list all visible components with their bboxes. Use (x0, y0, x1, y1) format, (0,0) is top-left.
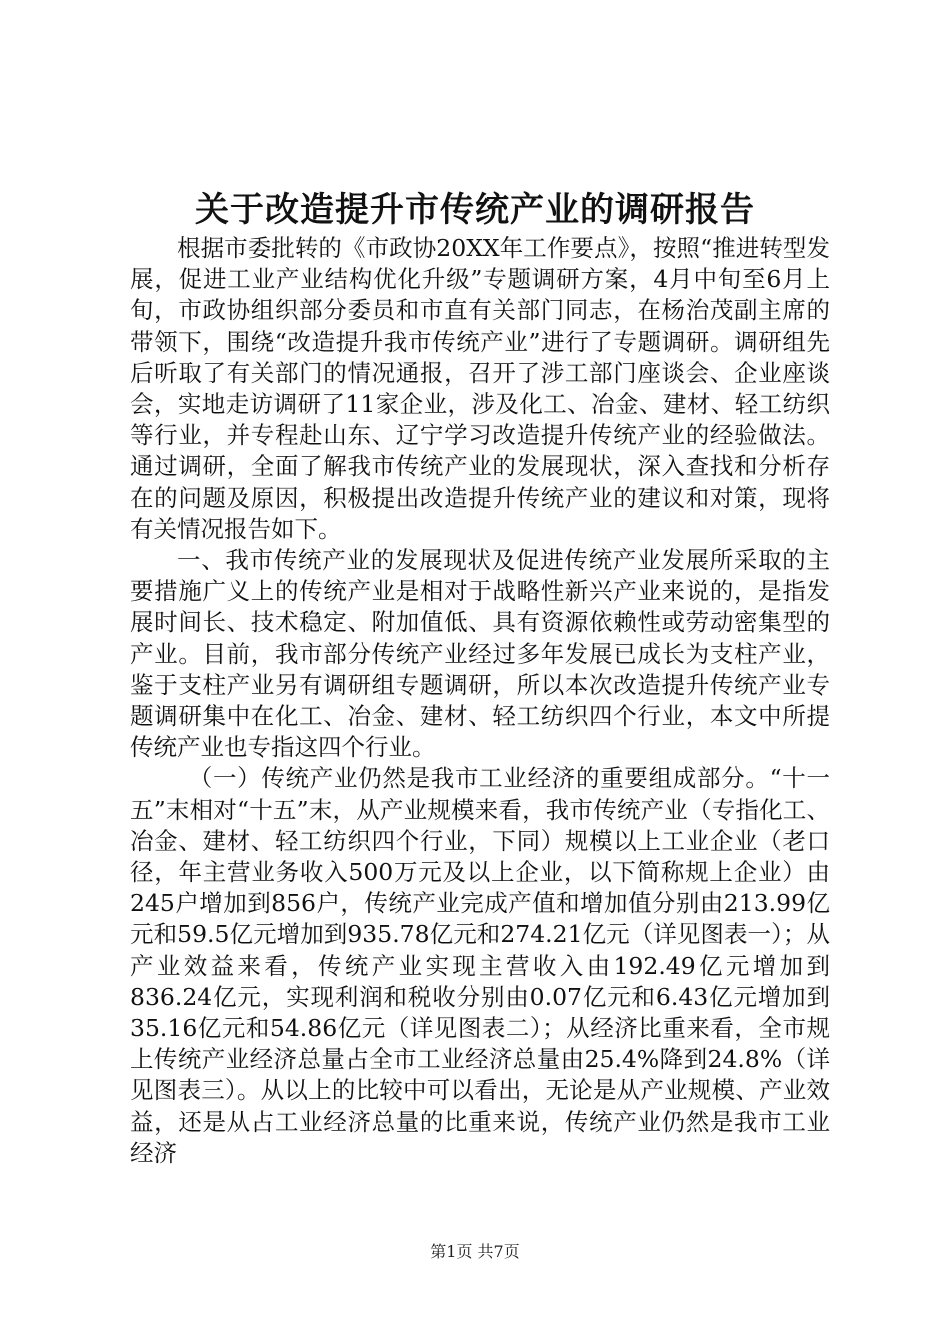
paragraph-intro: 根据市委批转的《市政协20XX年工作要点》，按照“推进转型发展，促进工业产业结构优化升级”专题调研方案，4月中旬至6月上旬，市政协组织部分委员和市直有关部门同志，在杨治茂副主席的带领下，围绕“改造提升我市传统产业”进行了专题调研。调研组先后听取了有关部门的情况通报，召开了涉工部门座谈会、企业座谈会，实地走访调研了11家企业，涉及化工、冶金、建材、轻工纺织等行业，并专程赴山东、辽宁学习改造提升传统产业的经验做法。通过调研，全面了解我市传统产业的发展现状，深入查找和分析存在的问题及原因，积极提出改造提升传统产业的建议和对策，现将有关情况报告如下。 (130, 234, 830, 543)
document-title: 关于改造提升市传统产业的调研报告 (195, 190, 755, 230)
document-body (130, 233, 830, 1169)
page-number-footer: 第1页 共7页 (430, 1242, 520, 1261)
paragraph-section-one: 一、我市传统产业的发展现状及促进传统产业发展所采取的主要措施广义上的传统产业是相对于战略性新兴产业来说的，是指发展时间长、技术稳定、附加值低、具有资源依赖性或劳动密集型的产业。目前，我市部分传统产业经过多年发展已成长为支柱产业，鉴于支柱产业另有调研组专题调研，所以本次改造提升传统产业专题调研集中在化工、冶金、建材、轻工纺织四个行业，本文中所提传统产业也专指这四个行业。 (130, 546, 830, 762)
paragraph-subsection-one: （一）传统产业仍然是我市工业经济的重要组成部分。“十一五”末相对“十五”末，从产业规模来看，我市传统产业（专指化工、冶金、建材、轻工纺织四个行业，下同）规模以上工业企业（老口径，年主营业务收入500万元及以上企业，以下简称规上企业）由245户增加到856户，传统产业完成产值和增加值分别由213.99亿元和59.5亿元增加到935.78亿元和274.21亿元（详见图表一）；从产业效益来看，传统产业实现主营收入由192.49亿元增加到836.24亿元，实现利润和税收分别由0.07亿元和6.43亿元增加到35.16亿元和54.86亿元（详见图表二）；从经济比重来看，全市规上传统产业经济总量占全市工业经济总量由25.4%降到24.8%（详见图表三）。从以上的比较中可以看出，无论是从产业规模、产业效益，还是从占工业经济总量的比重来说，传统产业仍然是我市工业经济 (130, 764, 830, 1167)
